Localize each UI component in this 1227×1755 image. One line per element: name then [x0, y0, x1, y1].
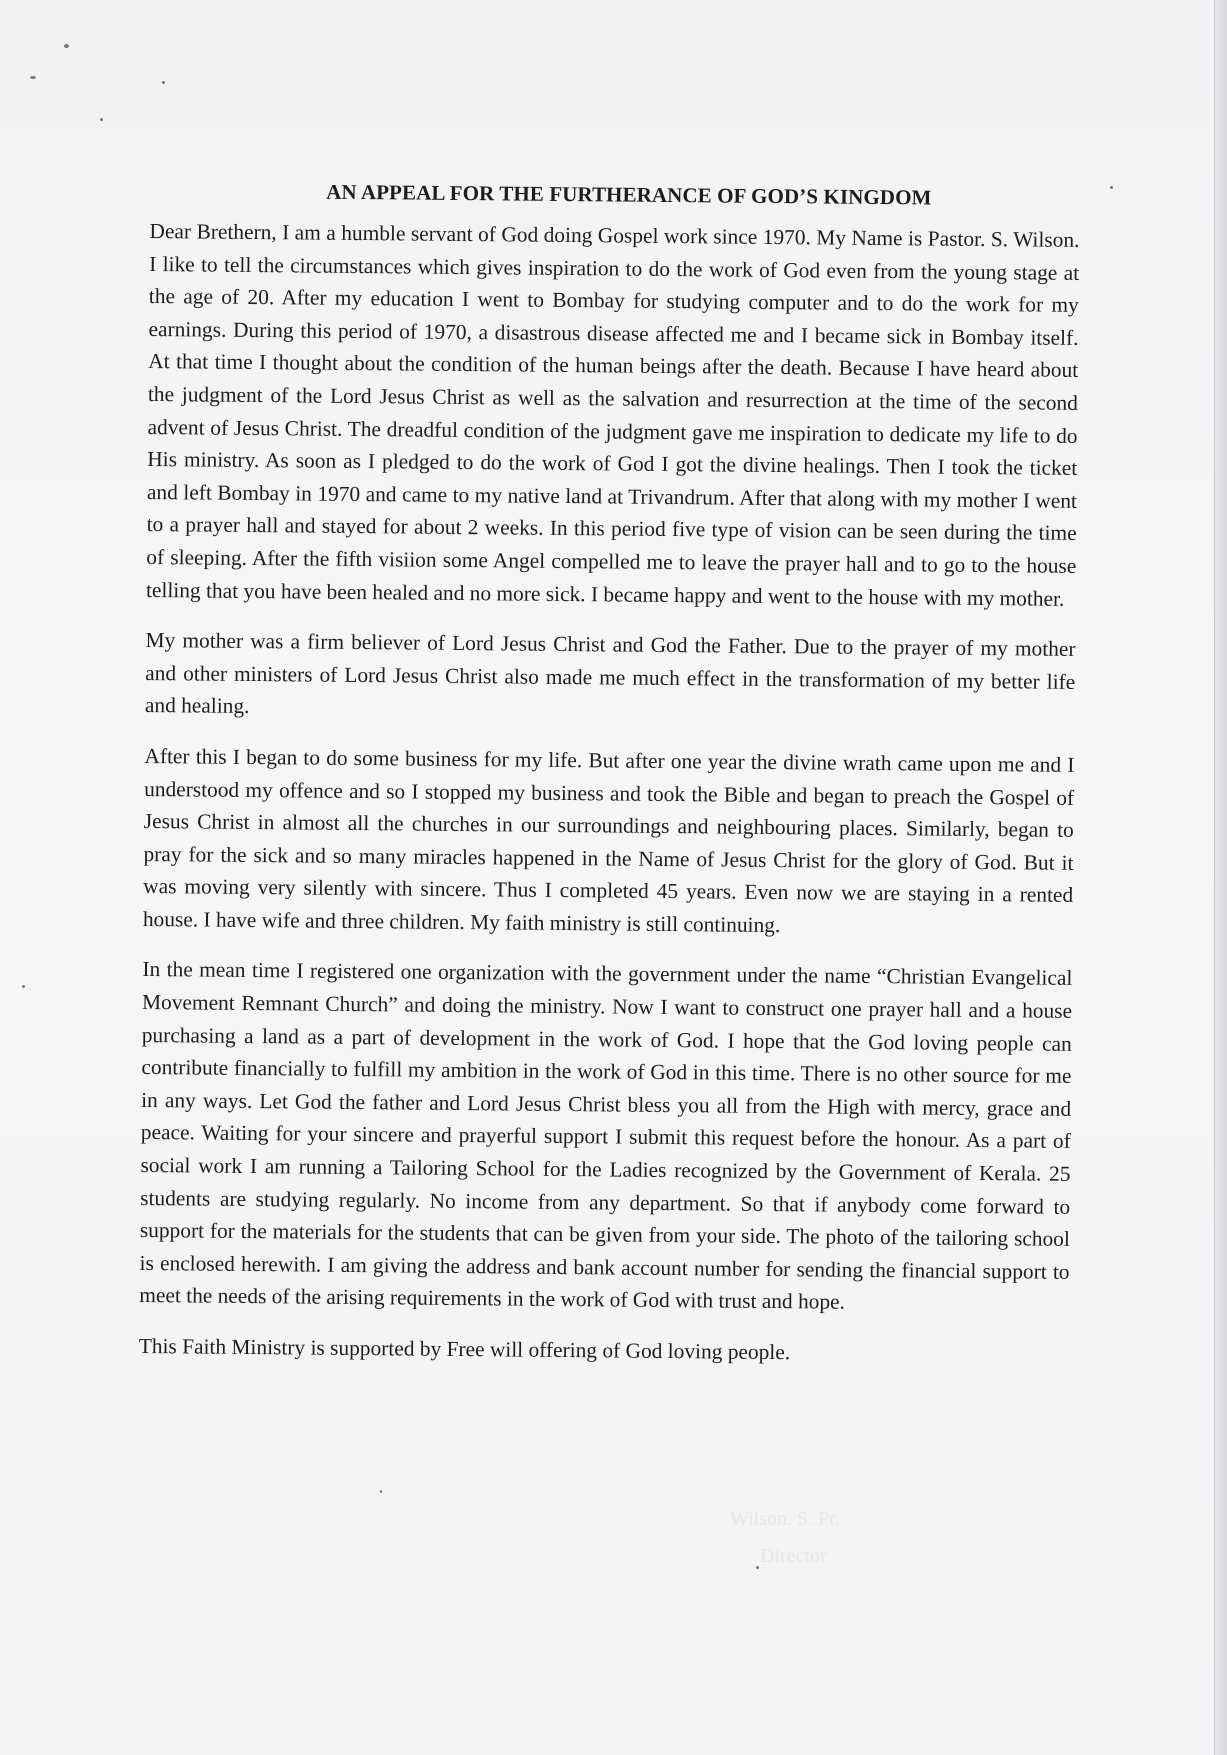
page-fold-edge [1215, 0, 1227, 1755]
paper-speck [1110, 186, 1113, 189]
paper-speck [64, 44, 69, 48]
paragraph-closing: This Faith Ministry is supported by Free will offering of God loving people. [138, 1333, 791, 1365]
show-through-role: Director [760, 1545, 827, 1567]
paper-speck [30, 76, 36, 79]
paper-speck [22, 985, 25, 988]
paragraph-introduction: Dear Brethern, I am a humble servant of God doing Gospel work since 1970. My Name is Pastor. S. Wilson. I like to tell the circumstances which gives inspiration to do the work of God even from the young stage at the age of 20. After my education I went to Bombay for studying computer and to do the work for my earnings. During this period of 1970, a disastrous disease affected me and I became sick in Bombay itself. At that time I thought about the condition of the human beings after the death. Because I have heard about the judgment of the Lord Jesus Christ as well as the salvation and resurrection at the time of the second advent of Jesus Christ. The dreadful condition of the judgment gave me inspiration to dedicate my life to do His ministry. As soon as I pledged to do the work of God I got the divine healings. Then I took the ticket and left Bombay in 1970 and came to my native land at Trivandrum. After that along with my mother I went to a prayer hall and stayed for about 2 weeks. In this period five type of vision can be seen during the time of sleeping. After the fifth visiion some Angel compelled me to leave the prayer hall and to go to the house telling that you have been healed and no more sick. I became happy and went to the house with my mother. [145, 218, 1080, 611]
paper-speck [162, 81, 165, 84]
paper-speck [100, 118, 103, 121]
paragraph-mother: My mother was a firm believer of Lord Jesus Christ and God the Father. Due to the prayer of my mother and other ministers of Lord Jesus Christ also made me much effect in the transformation of my better life and healing. [144, 628, 1076, 719]
paper-speck [380, 1490, 382, 1493]
letter-body [138, 178, 1080, 1389]
show-through-name: Wilson. S. Pr. [730, 1508, 840, 1530]
paper-speck [756, 1566, 759, 1569]
paragraph-appeal: In the mean time I registered one organization with the government under the name “Christian Evangelical Movement Remnant Church” and doing the ministry. Now I want to construct one prayer hall and a house purchasing a land as a part of development in the work of God. I hope that the God loving people can contribute financially to fulfill my ambition in the work of God in this time. There is no other source for me in any ways. Let God the father and Lord Jesus Christ bless you all from the High with mercy, grace and peace. Waiting for your sincere and prayerful support I submit this request before the honour. As a part of social work I am running a Tailoring School for the Ladies recognized by the Government of Kerala. 25 students are studying regularly. No income from any department. So that if anybody come forward to support for the materials for the students that can be given from your side. The photo of the tailoring school is enclosed herewith. I am giving the address and bank account number for sending the financial support to meet the needs of the arising requirements in the work of God with trust and hope. [139, 957, 1073, 1315]
letter-title: AN APPEAL FOR THE FURTHERANCE OF GOD’S KINGDOM [326, 179, 932, 210]
paragraph-ministry: After this I began to do some business for my life. But after one year the divine wrath came upon me and I understood my offence and so I stopped my business and took the Bible and began to preach the Gospel of Jesus Christ in almost all the churches in our surroundings and neighbouring places. Similarly, began to pray for the sick and so many miracles happened in the Name of Jesus Christ for the glory of God. But it was moving very silently with sincere. Thus I completed 45 years. Even now we are staying in a rented house. I have wife and three children. My faith ministry is still continuing. [142, 743, 1075, 937]
